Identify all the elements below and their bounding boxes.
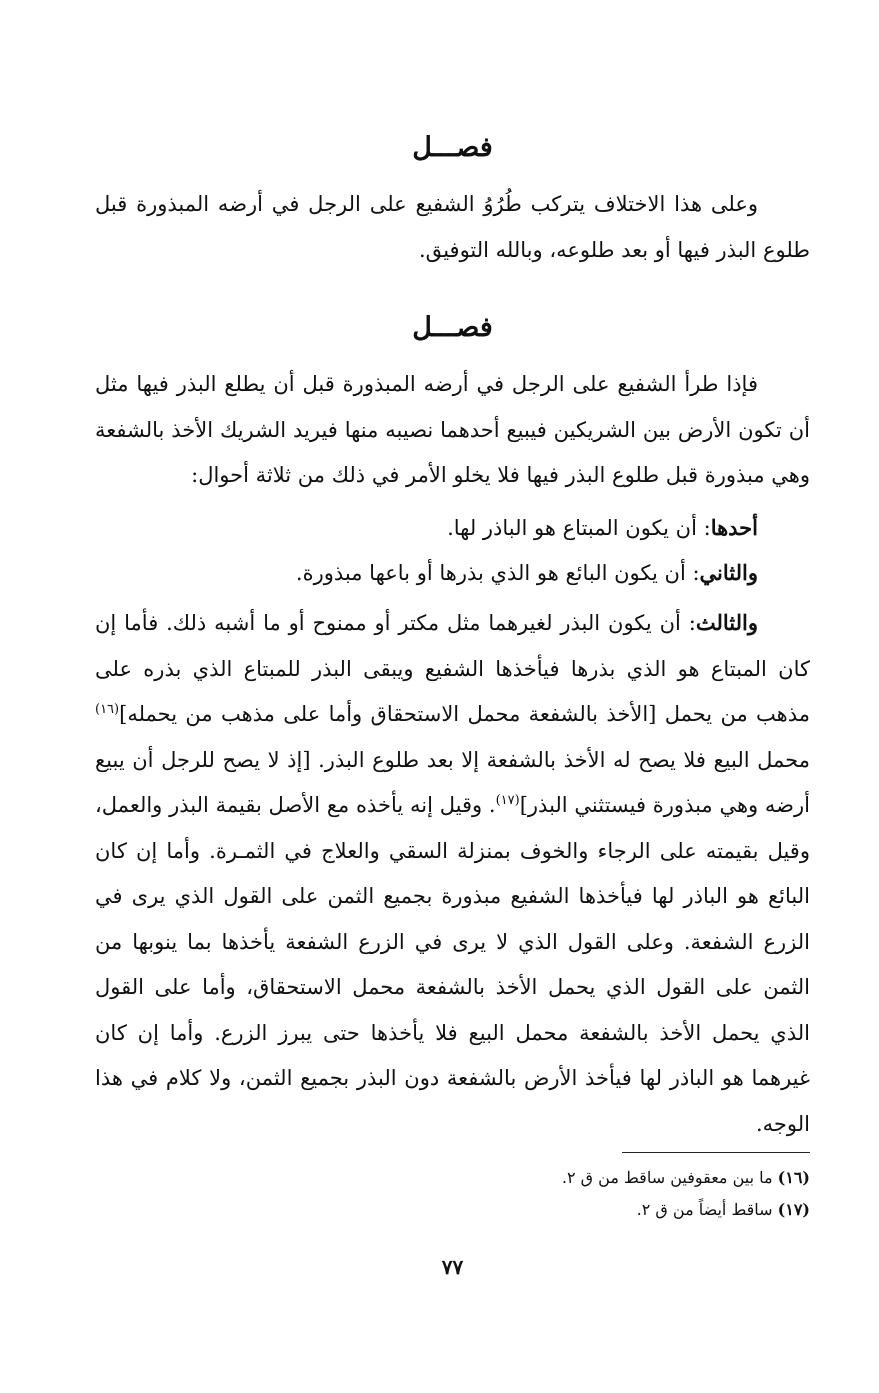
section-2-intro-paragraph: فإذا طرأ الشفيع على الرجل في أرضه المبذورة قبل أن يطلع البذر فيها مثل أن تكون الأرض بين الشريكين فيبيع أحدهما نصيبه منها فيريد الشريك الأخذ بالشفعة وهي مبذورة قبل طلوع البذر فيها فلا يخلو الأمر في ذلك من ثلاثة أحوال: [95,372,810,487]
footnote-ref-17[interactable]: (١٧) [495,793,520,808]
section-heading-1: فصـــل [412,132,493,163]
book-page [95,0,810,1393]
footnote-text-16: ما بين معقوفين ساقط من ق ٢. [561,1168,778,1187]
section-heading-2: فصـــل [412,312,493,343]
third-text-part-a: : أن يكون البذر لغيرهما مثل مكتر أو ممنوح أو ما أشبه ذلك. فأما إن كان المبتاع هو الذي بذرها فيأخذها الشفيع ويبقى البذر للمبتاع الذي بذره على مذهب من يحمل [الأخذ بالشفعة محمل الاستحقاق وأما على مذهب من يحمله] [95,611,810,726]
footnote-mark-16: (١٦) [777,1168,810,1187]
condition-item-second [95,550,810,596]
page-number: ٧٧ [441,1255,464,1279]
section-1-paragraph: وعلى هذا الاختلاف يتركب طُرُوُ الشفيع على الرجل في أرضه المبذورة قبل طلوع البذر فيها أو بعد طلوعه، وبالله التوفيق. [95,192,810,262]
condition-text-second: : أن يكون البائع هو الذي بذرها أو باعها مبذورة. [295,561,700,585]
footnote-ref-16[interactable]: (١٦) [95,702,120,717]
footnote-text-17: ساقط أيضاً من ق ٢. [636,1200,778,1219]
condition-text-first: : أن يكون المبتاع هو الباذر لها. [447,516,711,540]
third-text-part-b: محمل البيع فلا يصح له الأخذ بالشفعة إلا بعد طلوع البذر. [إذ لا يصح للرجل أن يبيع أرضه وهي مبذورة فيستثني البذر] [95,747,810,817]
condition-lead-first: أحدها [710,515,758,540]
condition-item-third [95,600,810,1147]
third-text-part-c: . وقيل إنه يأخذه مع الأصل بقيمة البذر والعمل، وقيل بقيمته على الرجاء والخوف بمنزلة السقي والعلاج في الثمـرة. وأما إن كان البائع هو الباذر لها فيأخذها الشفيع مبذورة بجميع الثمن على القول الذي يرى في الزرع الشفعة. وعلى القول الذي لا يرى في الزرع الشفعة يأخذها بما ينوبها من الثمن على القول الذي يحمل الأخذ بالشفعة محمل الاستحقاق، وأما على القول الذي يحمل الأخذ بالشفعة محمل البيع فلا يأخذها حتى يبرز الزرع. وأما إن كان غيرهما هو الباذر لها فيأخذ الأرض بالشفعة دون البذر بجميع الثمن، ولا كلام في هذا الوجه. [95,793,810,1136]
footnote-mark-17: (١٧) [777,1200,810,1219]
condition-lead-second: والثاني [699,560,758,585]
footnote-16 [95,1162,810,1194]
footnote-17 [95,1194,810,1226]
condition-lead-third: والثالث [695,610,758,635]
footnote-separator [622,1152,810,1153]
condition-item-first [95,505,810,551]
footnotes-list [95,1162,810,1226]
